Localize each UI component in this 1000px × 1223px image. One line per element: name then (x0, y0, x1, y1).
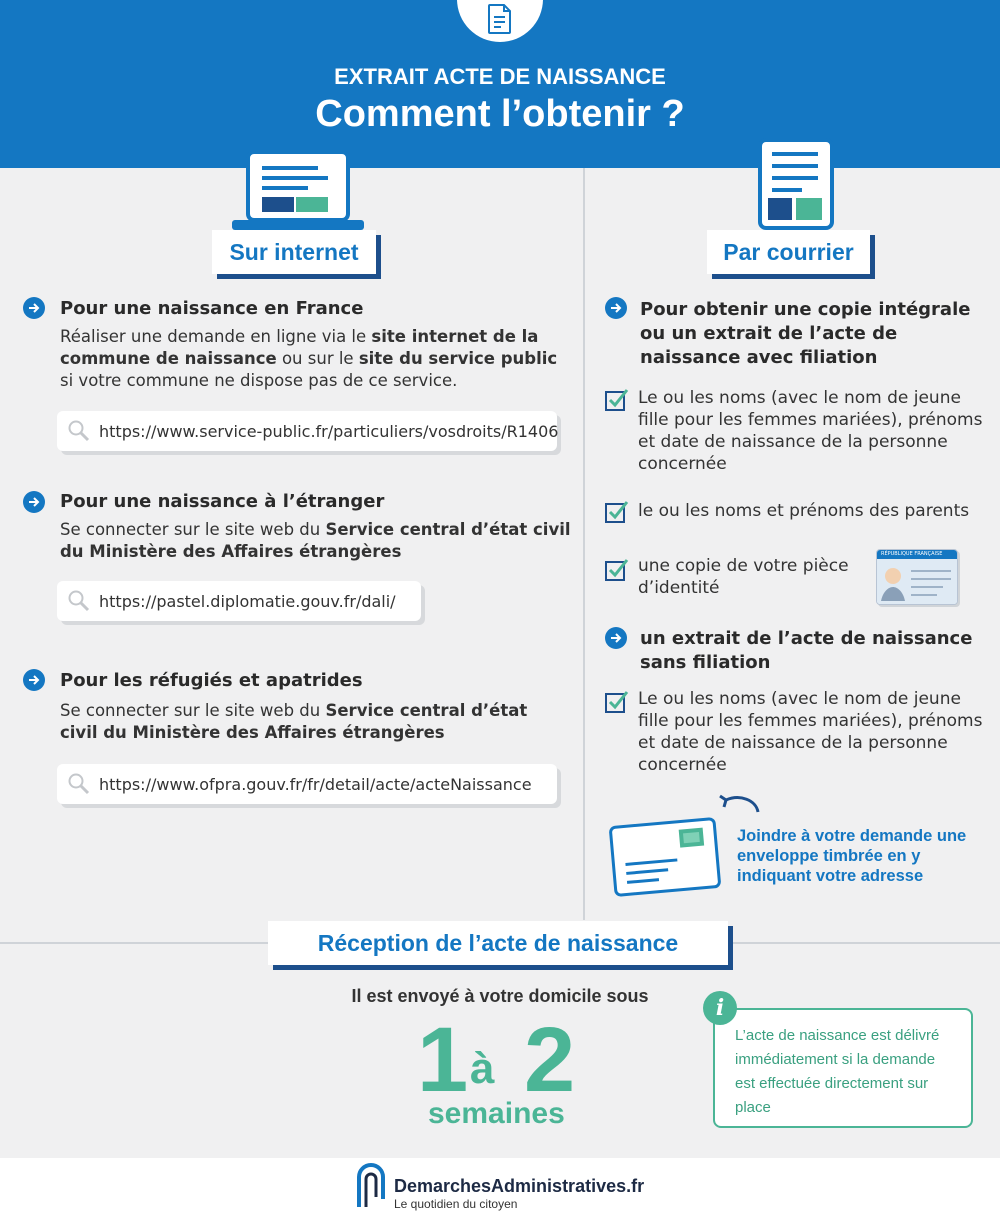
reception-text: Il est envoyé à votre domicile sous (351, 986, 649, 1006)
url-link-pastel[interactable] (57, 581, 421, 621)
heading-naissance-france: Pour une naissance en France (60, 298, 364, 319)
checkbox-checked-icon (605, 690, 629, 718)
text-naissance-etranger: Se connecter sur le site web du Service central d’état civil du Ministère des Affaires étrangères (60, 520, 571, 561)
url-link-ofpra[interactable] (57, 764, 557, 804)
column-divider (583, 168, 585, 920)
heading-copie-integrale: Pour obtenir une copie intégrale ou un extrait de l’acte de naissance avec filiation (640, 299, 971, 368)
section-label-internet: Sur internet (212, 230, 376, 274)
arrow-right-icon (605, 627, 627, 649)
id-card-icon (876, 549, 958, 605)
search-icon (67, 589, 91, 613)
page-title: Comment l’obtenir ? (315, 93, 685, 135)
check-item-piece-identite: une copie de votre pièce d’identité (638, 556, 849, 598)
delay-separator: à (470, 1044, 495, 1093)
url-text: https://www.ofpra.gouv.fr/fr/detail/acte/acteNaissance (99, 774, 532, 794)
brand-name[interactable]: DemarchesAdministratives.fr (394, 1176, 645, 1196)
info-box (713, 1008, 973, 1128)
arrow-right-icon (23, 297, 45, 319)
check-item-noms: Le ou les noms (avec le nom de jeune fille pour les femmes mariées), prénoms et date de naissance de la personne concernée (638, 388, 983, 474)
letter-document-icon (758, 138, 836, 234)
arrow-right-icon (23, 491, 45, 513)
heading-refugies: Pour les réfugiés et apatrides (60, 670, 363, 691)
url-text: https://www.service-public.fr/particuliers/vosdroits/R1406 (99, 421, 559, 441)
checkbox-checked-icon (605, 500, 629, 528)
check-item-noms-sans-filiation: Le ou les noms (avec le nom de jeune fille pour les femmes mariées), prénoms et date de naissance de la personne concernée (638, 689, 983, 775)
search-icon (67, 419, 91, 443)
url-text: https://pastel.diplomatie.gouv.fr/dali/ (99, 591, 396, 611)
text-refugies: Se connecter sur le site web du Service central d’état civil du Ministère des Affaires étrangères (60, 701, 528, 742)
heading-naissance-etranger: Pour une naissance à l’étranger (60, 491, 385, 512)
check-item-parents: le ou les noms et prénoms des parents (638, 501, 970, 521)
url-link-service-public[interactable] (57, 411, 557, 451)
brand-logo-icon (353, 1163, 389, 1217)
delay-min: 1 (417, 1009, 469, 1111)
id-card-header: RÉPUBLIQUE FRANÇAISE (877, 550, 957, 559)
header-subtitle: EXTRAIT ACTE DE NAISSANCE (334, 64, 666, 89)
heading-extrait-sans-filiation: un extrait de l’acte de naissance sans filiation (640, 628, 973, 673)
section-label-reception: Réception de l’acte de naissance (268, 921, 728, 965)
brand-tagline: Le quotidien du citoyen (394, 1197, 518, 1211)
laptop-icon (232, 150, 366, 236)
envelope-icon (607, 815, 723, 903)
info-text: L’acte de naissance est délivré immédiatement si la demande est effectuée directement sur place (735, 1027, 940, 1116)
checkbox-checked-icon (605, 388, 629, 416)
search-icon (67, 772, 91, 796)
text-naissance-france: Réaliser une demande en ligne via le site internet de la commune de naissance ou sur le site du service public si votre commune ne dispose pas de ce service. (60, 327, 558, 390)
arrow-right-icon (23, 669, 45, 691)
arrow-right-icon (605, 297, 627, 319)
envelope-note: Joindre à votre demande une enveloppe timbrée en y indiquant votre adresse (737, 827, 967, 885)
delay-max: 2 (524, 1009, 576, 1111)
delay-unit: semaines (428, 1097, 565, 1130)
checkbox-checked-icon (605, 558, 629, 586)
section-label-courrier: Par courrier (707, 230, 870, 274)
info-icon: i (703, 991, 737, 1025)
